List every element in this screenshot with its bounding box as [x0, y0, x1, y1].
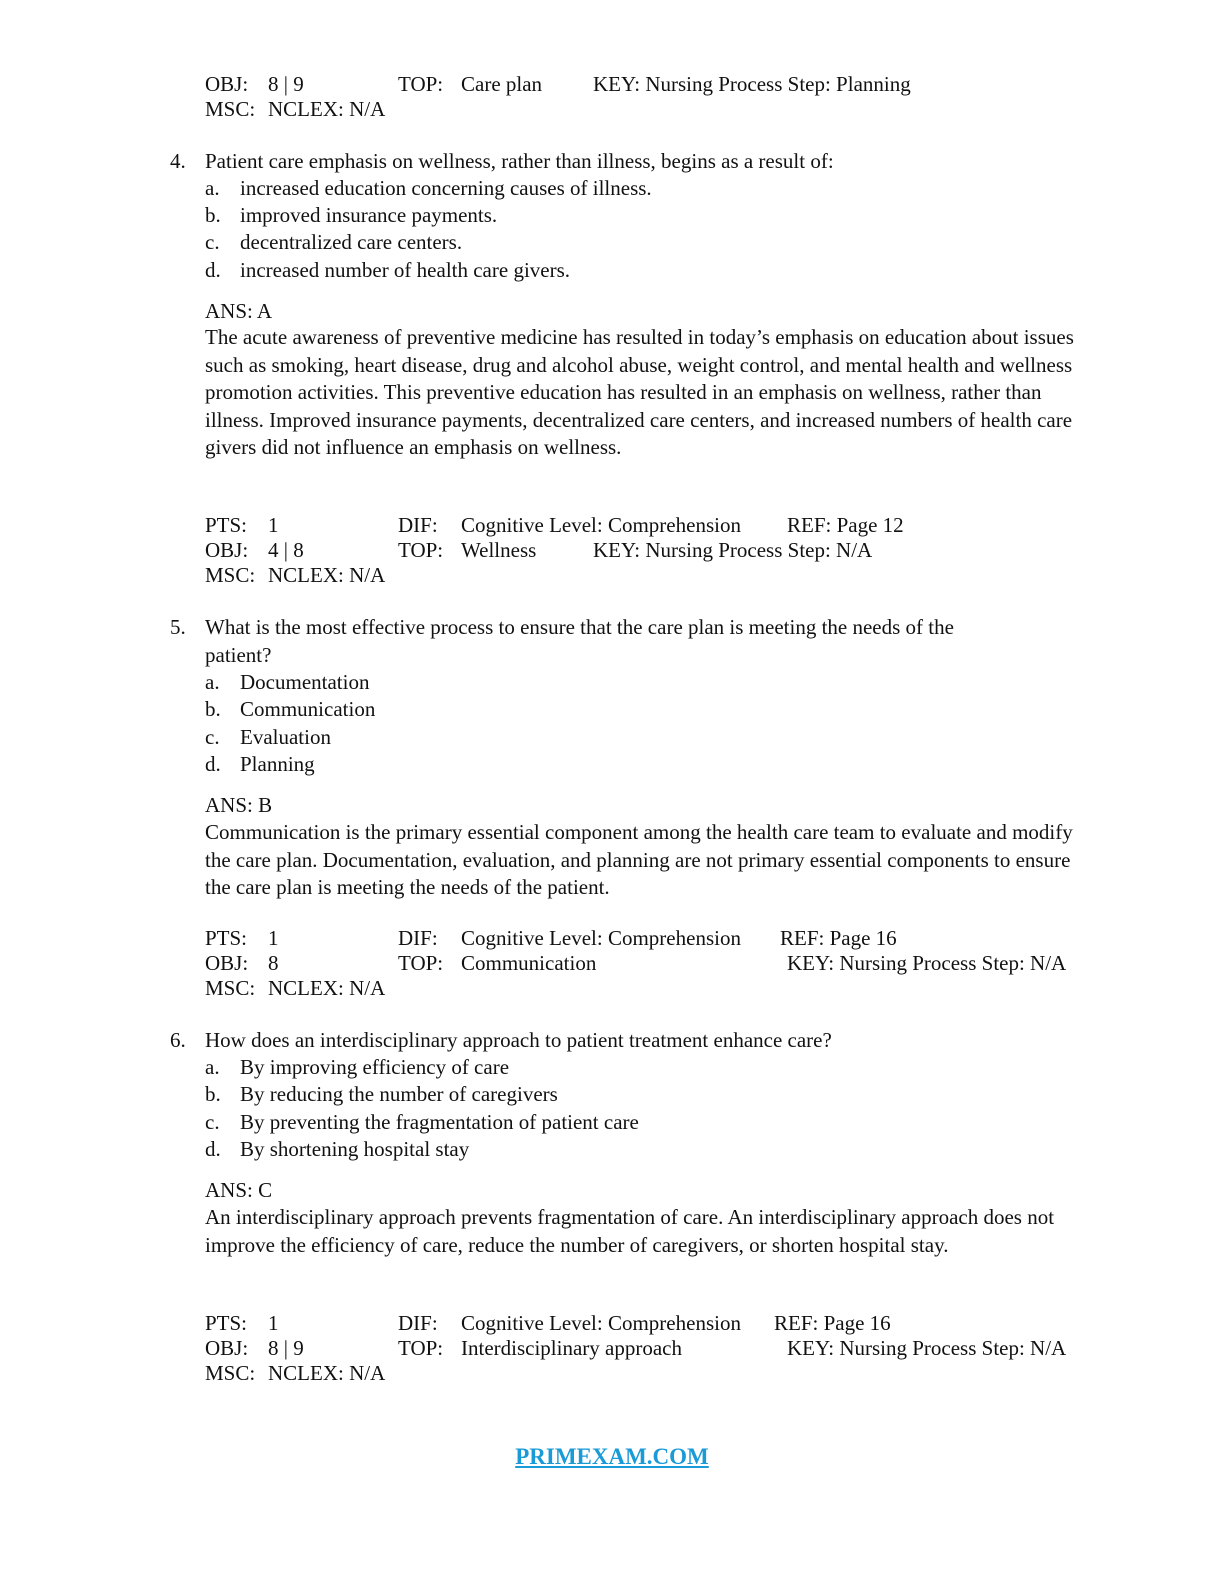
pts-label: PTS:	[205, 926, 248, 950]
option-letter: b.	[205, 203, 221, 227]
top-value: Communication	[461, 951, 597, 975]
dif-value: Cognitive Level: Comprehension	[461, 513, 741, 537]
pts-value: 1	[268, 513, 279, 537]
dif-value: Cognitive Level: Comprehension	[461, 1311, 741, 1335]
msc-label: MSC:	[205, 563, 256, 587]
option-text: Documentation	[240, 670, 370, 694]
question-text: patient?	[205, 643, 272, 667]
obj-value: 8 | 9	[268, 1336, 304, 1360]
key-value: KEY: Nursing Process Step: N/A	[787, 1336, 1067, 1360]
top-value: Interdisciplinary approach	[461, 1336, 682, 1360]
option-text: improved insurance payments.	[240, 203, 498, 227]
obj-label: OBJ:	[205, 538, 249, 562]
key-value: KEY: Nursing Process Step: N/A	[593, 538, 873, 562]
obj-value: 8	[268, 951, 279, 975]
obj-label: OBJ:	[205, 1336, 249, 1360]
pts-label: PTS:	[205, 1311, 248, 1335]
option-text: By improving efficiency of care	[240, 1055, 510, 1079]
key-value: KEY: Nursing Process Step: N/A	[787, 951, 1067, 975]
question-text: Patient care emphasis on wellness, rather than illness, begins as a result of:	[205, 149, 834, 173]
rationale: Communication is the primary essential component among the health care team to evaluate and modify the care plan. Documentation, evaluation, and planning are not primary essential components to ensure the care plan is meeting the needs of the patient.	[205, 820, 1073, 899]
dif-value: Cognitive Level: Comprehension	[461, 926, 741, 950]
top-label: TOP:	[398, 538, 444, 562]
option-letter: a.	[205, 1055, 220, 1079]
pts-value: 1	[268, 1311, 279, 1335]
question-number: 4.	[170, 149, 186, 173]
option-letter: b.	[205, 1082, 221, 1106]
obj-label: OBJ:	[205, 72, 249, 96]
option-letter: d.	[205, 752, 221, 776]
option-text: increased education concerning causes of illness.	[240, 176, 652, 200]
top-label: TOP:	[398, 1336, 444, 1360]
option-text: decentralized care centers.	[240, 230, 463, 254]
msc-value: NCLEX: N/A	[268, 97, 386, 121]
ref-value: REF: Page 12	[787, 513, 904, 537]
option-text: By shortening hospital stay	[240, 1137, 470, 1161]
option-letter: c.	[205, 1110, 220, 1134]
option-letter: a.	[205, 670, 220, 694]
dif-label: DIF:	[398, 926, 438, 950]
question-number: 5.	[170, 615, 186, 639]
msc-value: NCLEX: N/A	[268, 563, 386, 587]
msc-label: MSC:	[205, 1361, 256, 1385]
dif-label: DIF:	[398, 513, 438, 537]
rationale: An interdisciplinary approach prevents fragmentation of care. An interdisciplinary approach does not improve the efficiency of care, reduce the number of caregivers, or shorten hospital stay.	[205, 1205, 1055, 1257]
option-letter: c.	[205, 230, 220, 254]
footer-link[interactable]: PRIMEXAM.COM	[515, 1444, 709, 1469]
option-letter: d.	[205, 258, 221, 282]
rationale: The acute awareness of preventive medicine has resulted in today’s emphasis on education about issues such as smoking, heart disease, drug and alcohol abuse, weight control, and mental health and wellness promotion activities. This preventive education has resulted in an emphasis on wellness, rather than illness. Improved insurance payments, decentralized care centers, and increased numbers of health care givers did not influence an emphasis on wellness.	[205, 325, 1074, 459]
key-value: KEY: Nursing Process Step: Planning	[593, 72, 911, 96]
option-text: Planning	[240, 752, 315, 776]
msc-label: MSC:	[205, 976, 256, 1000]
pts-label: PTS:	[205, 513, 248, 537]
answer: ANS: A	[205, 299, 273, 323]
question-text: How does an interdisciplinary approach to patient treatment enhance care?	[205, 1028, 832, 1052]
question-number: 6.	[170, 1028, 186, 1052]
top-label: TOP:	[398, 951, 444, 975]
option-letter: b.	[205, 697, 221, 721]
option-letter: c.	[205, 725, 220, 749]
obj-value: 4 | 8	[268, 538, 304, 562]
option-text: increased number of health care givers.	[240, 258, 571, 282]
ref-value: REF: Page 16	[774, 1311, 891, 1335]
top-value: Wellness	[461, 538, 537, 562]
option-text: Evaluation	[240, 725, 331, 749]
obj-label: OBJ:	[205, 951, 249, 975]
msc-value: NCLEX: N/A	[268, 1361, 386, 1385]
top-value: Care plan	[461, 72, 543, 96]
msc-label: MSC:	[205, 97, 256, 121]
option-letter: d.	[205, 1137, 221, 1161]
pts-value: 1	[268, 926, 279, 950]
answer: ANS: C	[205, 1178, 273, 1202]
option-text: Communication	[240, 697, 376, 721]
option-letter: a.	[205, 176, 220, 200]
option-text: By reducing the number of caregivers	[240, 1082, 558, 1106]
option-text: By preventing the fragmentation of patient care	[240, 1110, 639, 1134]
msc-value: NCLEX: N/A	[268, 976, 386, 1000]
question-text: What is the most effective process to ensure that the care plan is meeting the needs of the	[205, 615, 954, 639]
obj-value: 8 | 9	[268, 72, 304, 96]
ref-value: REF: Page 16	[780, 926, 897, 950]
answer: ANS: B	[205, 793, 273, 817]
top-label: TOP:	[398, 72, 444, 96]
dif-label: DIF:	[398, 1311, 438, 1335]
